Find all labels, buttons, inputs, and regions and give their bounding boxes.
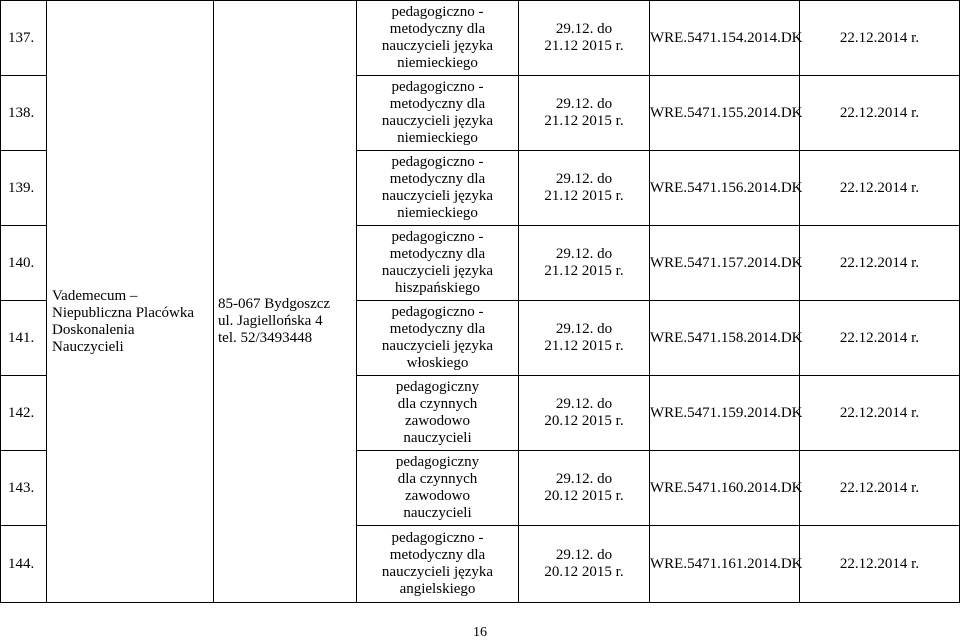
- course-type-line: niemieckiego: [397, 130, 478, 146]
- course-period-line: 21.12 2015 r.: [544, 263, 624, 279]
- course-type-line: nauczycieli: [403, 430, 472, 446]
- course-type: [357, 226, 519, 301]
- course-period-line: 29.12. do: [555, 321, 613, 337]
- course-type-line: metodyczny dla: [389, 21, 486, 37]
- decision-date: 22.12.2014 r.: [800, 1, 960, 76]
- row-number: 138.: [1, 76, 47, 151]
- course-period-line: 21.12 2015 r.: [544, 338, 624, 354]
- course-type-line: angielskiego: [399, 581, 476, 597]
- course-type-line: pedagogiczno -: [391, 229, 484, 245]
- course-type-line: nauczycieli języka: [381, 263, 494, 279]
- course-type-line: nauczycieli języka: [381, 113, 494, 129]
- row-number: 143.: [1, 451, 47, 526]
- course-period-line: 29.12. do: [555, 471, 613, 487]
- course-type-line: pedagogiczny: [395, 379, 480, 395]
- course-period-line: 29.12. do: [555, 21, 613, 37]
- decision-date: 22.12.2014 r.: [800, 451, 960, 526]
- course-period: [519, 376, 650, 451]
- course-type: [357, 451, 519, 526]
- decision-sign: WRE.5471.156.2014.DK: [650, 151, 800, 226]
- decision-sign: WRE.5471.158.2014.DK: [650, 301, 800, 376]
- course-type-line: metodyczny dla: [389, 246, 486, 262]
- course-period-line: 21.12 2015 r.: [544, 188, 624, 204]
- course-type-line: pedagogiczno -: [391, 79, 484, 95]
- course-type: [357, 1, 519, 76]
- institution-name-line: Vademecum –: [52, 287, 138, 304]
- course-period-line: 20.12 2015 r.: [544, 488, 624, 504]
- course-type-line: pedagogiczny: [395, 454, 480, 470]
- course-period-line: 29.12. do: [555, 171, 613, 187]
- table-row: [1, 1, 960, 76]
- course-period-line: 20.12 2015 r.: [544, 413, 624, 429]
- decision-date: 22.12.2014 r.: [800, 151, 960, 226]
- course-type-line: metodyczny dla: [389, 547, 486, 563]
- course-period: [519, 451, 650, 526]
- course-period-line: 21.12 2015 r.: [544, 113, 624, 129]
- course-type-line: pedagogiczno -: [391, 530, 484, 546]
- course-type-line: nauczycieli języka: [381, 38, 494, 54]
- course-type-line: nauczycieli języka: [381, 338, 494, 354]
- institution-name: [47, 1, 214, 603]
- course-period-line: 29.12. do: [555, 547, 613, 563]
- course-type-line: dla czynnych: [397, 471, 478, 487]
- course-type: [357, 151, 519, 226]
- course-type: [357, 526, 519, 603]
- institution-name-line: Niepubliczna Placówka: [52, 304, 195, 321]
- course-type-line: hiszpańskiego: [395, 280, 480, 296]
- course-type-line: pedagogiczno -: [391, 4, 484, 20]
- course-type: [357, 301, 519, 376]
- row-number: 141.: [1, 301, 47, 376]
- course-type-line: pedagogiczno -: [391, 304, 484, 320]
- course-type-line: dla czynnych: [397, 396, 478, 412]
- institution-name-line: Nauczycieli: [52, 338, 124, 355]
- row-number: 144.: [1, 526, 47, 603]
- course-period-line: 29.12. do: [555, 246, 613, 262]
- course-type-line: nauczycieli języka: [381, 188, 494, 204]
- row-number: 137.: [1, 1, 47, 76]
- course-type: [357, 376, 519, 451]
- course-type-line: metodyczny dla: [389, 171, 486, 187]
- row-number: 139.: [1, 151, 47, 226]
- course-type-line: nauczycieli języka: [381, 564, 494, 580]
- course-period: [519, 526, 650, 603]
- course-type-line: metodyczny dla: [389, 321, 486, 337]
- course-period-line: 21.12 2015 r.: [544, 38, 624, 54]
- decision-date: 22.12.2014 r.: [800, 376, 960, 451]
- course-period: [519, 1, 650, 76]
- course-period-line: 20.12 2015 r.: [544, 564, 624, 580]
- decision-sign: WRE.5471.154.2014.DK: [650, 1, 800, 76]
- row-number: 140.: [1, 226, 47, 301]
- row-number: 142.: [1, 376, 47, 451]
- decision-sign: WRE.5471.155.2014.DK: [650, 76, 800, 151]
- course-type: [357, 76, 519, 151]
- course-type-line: nauczycieli: [403, 505, 472, 521]
- decision-sign: WRE.5471.159.2014.DK: [650, 376, 800, 451]
- institution-address-line: 85-067 Bydgoszcz: [218, 296, 331, 312]
- course-period: [519, 226, 650, 301]
- course-period-line: 29.12. do: [555, 396, 613, 412]
- course-type-line: niemieckiego: [397, 55, 478, 71]
- course-type-line: niemieckiego: [397, 205, 478, 221]
- course-type-line: pedagogiczno -: [391, 154, 484, 170]
- decision-sign: WRE.5471.160.2014.DK: [650, 451, 800, 526]
- course-period-line: 29.12. do: [555, 96, 613, 112]
- course-type-line: zawodowo: [405, 413, 470, 429]
- course-period: [519, 76, 650, 151]
- decision-date: 22.12.2014 r.: [800, 526, 960, 603]
- institution-address-line: ul. Jagiellońska 4: [218, 313, 323, 329]
- course-period: [519, 151, 650, 226]
- course-type-line: włoskiego: [406, 355, 469, 371]
- page-number: 16: [473, 625, 487, 640]
- decision-date: 22.12.2014 r.: [800, 76, 960, 151]
- course-type-line: zawodowo: [405, 488, 470, 504]
- decision-date: 22.12.2014 r.: [800, 301, 960, 376]
- institution-address-line: tel. 52/3493448: [218, 330, 313, 346]
- institution-address: [214, 1, 357, 603]
- institution-name-line: Doskonalenia: [52, 321, 135, 338]
- decision-sign: WRE.5471.161.2014.DK: [650, 526, 800, 603]
- course-period: [519, 301, 650, 376]
- decision-sign: WRE.5471.157.2014.DK: [650, 226, 800, 301]
- course-type-line: metodyczny dla: [389, 96, 486, 112]
- decision-date: 22.12.2014 r.: [800, 226, 960, 301]
